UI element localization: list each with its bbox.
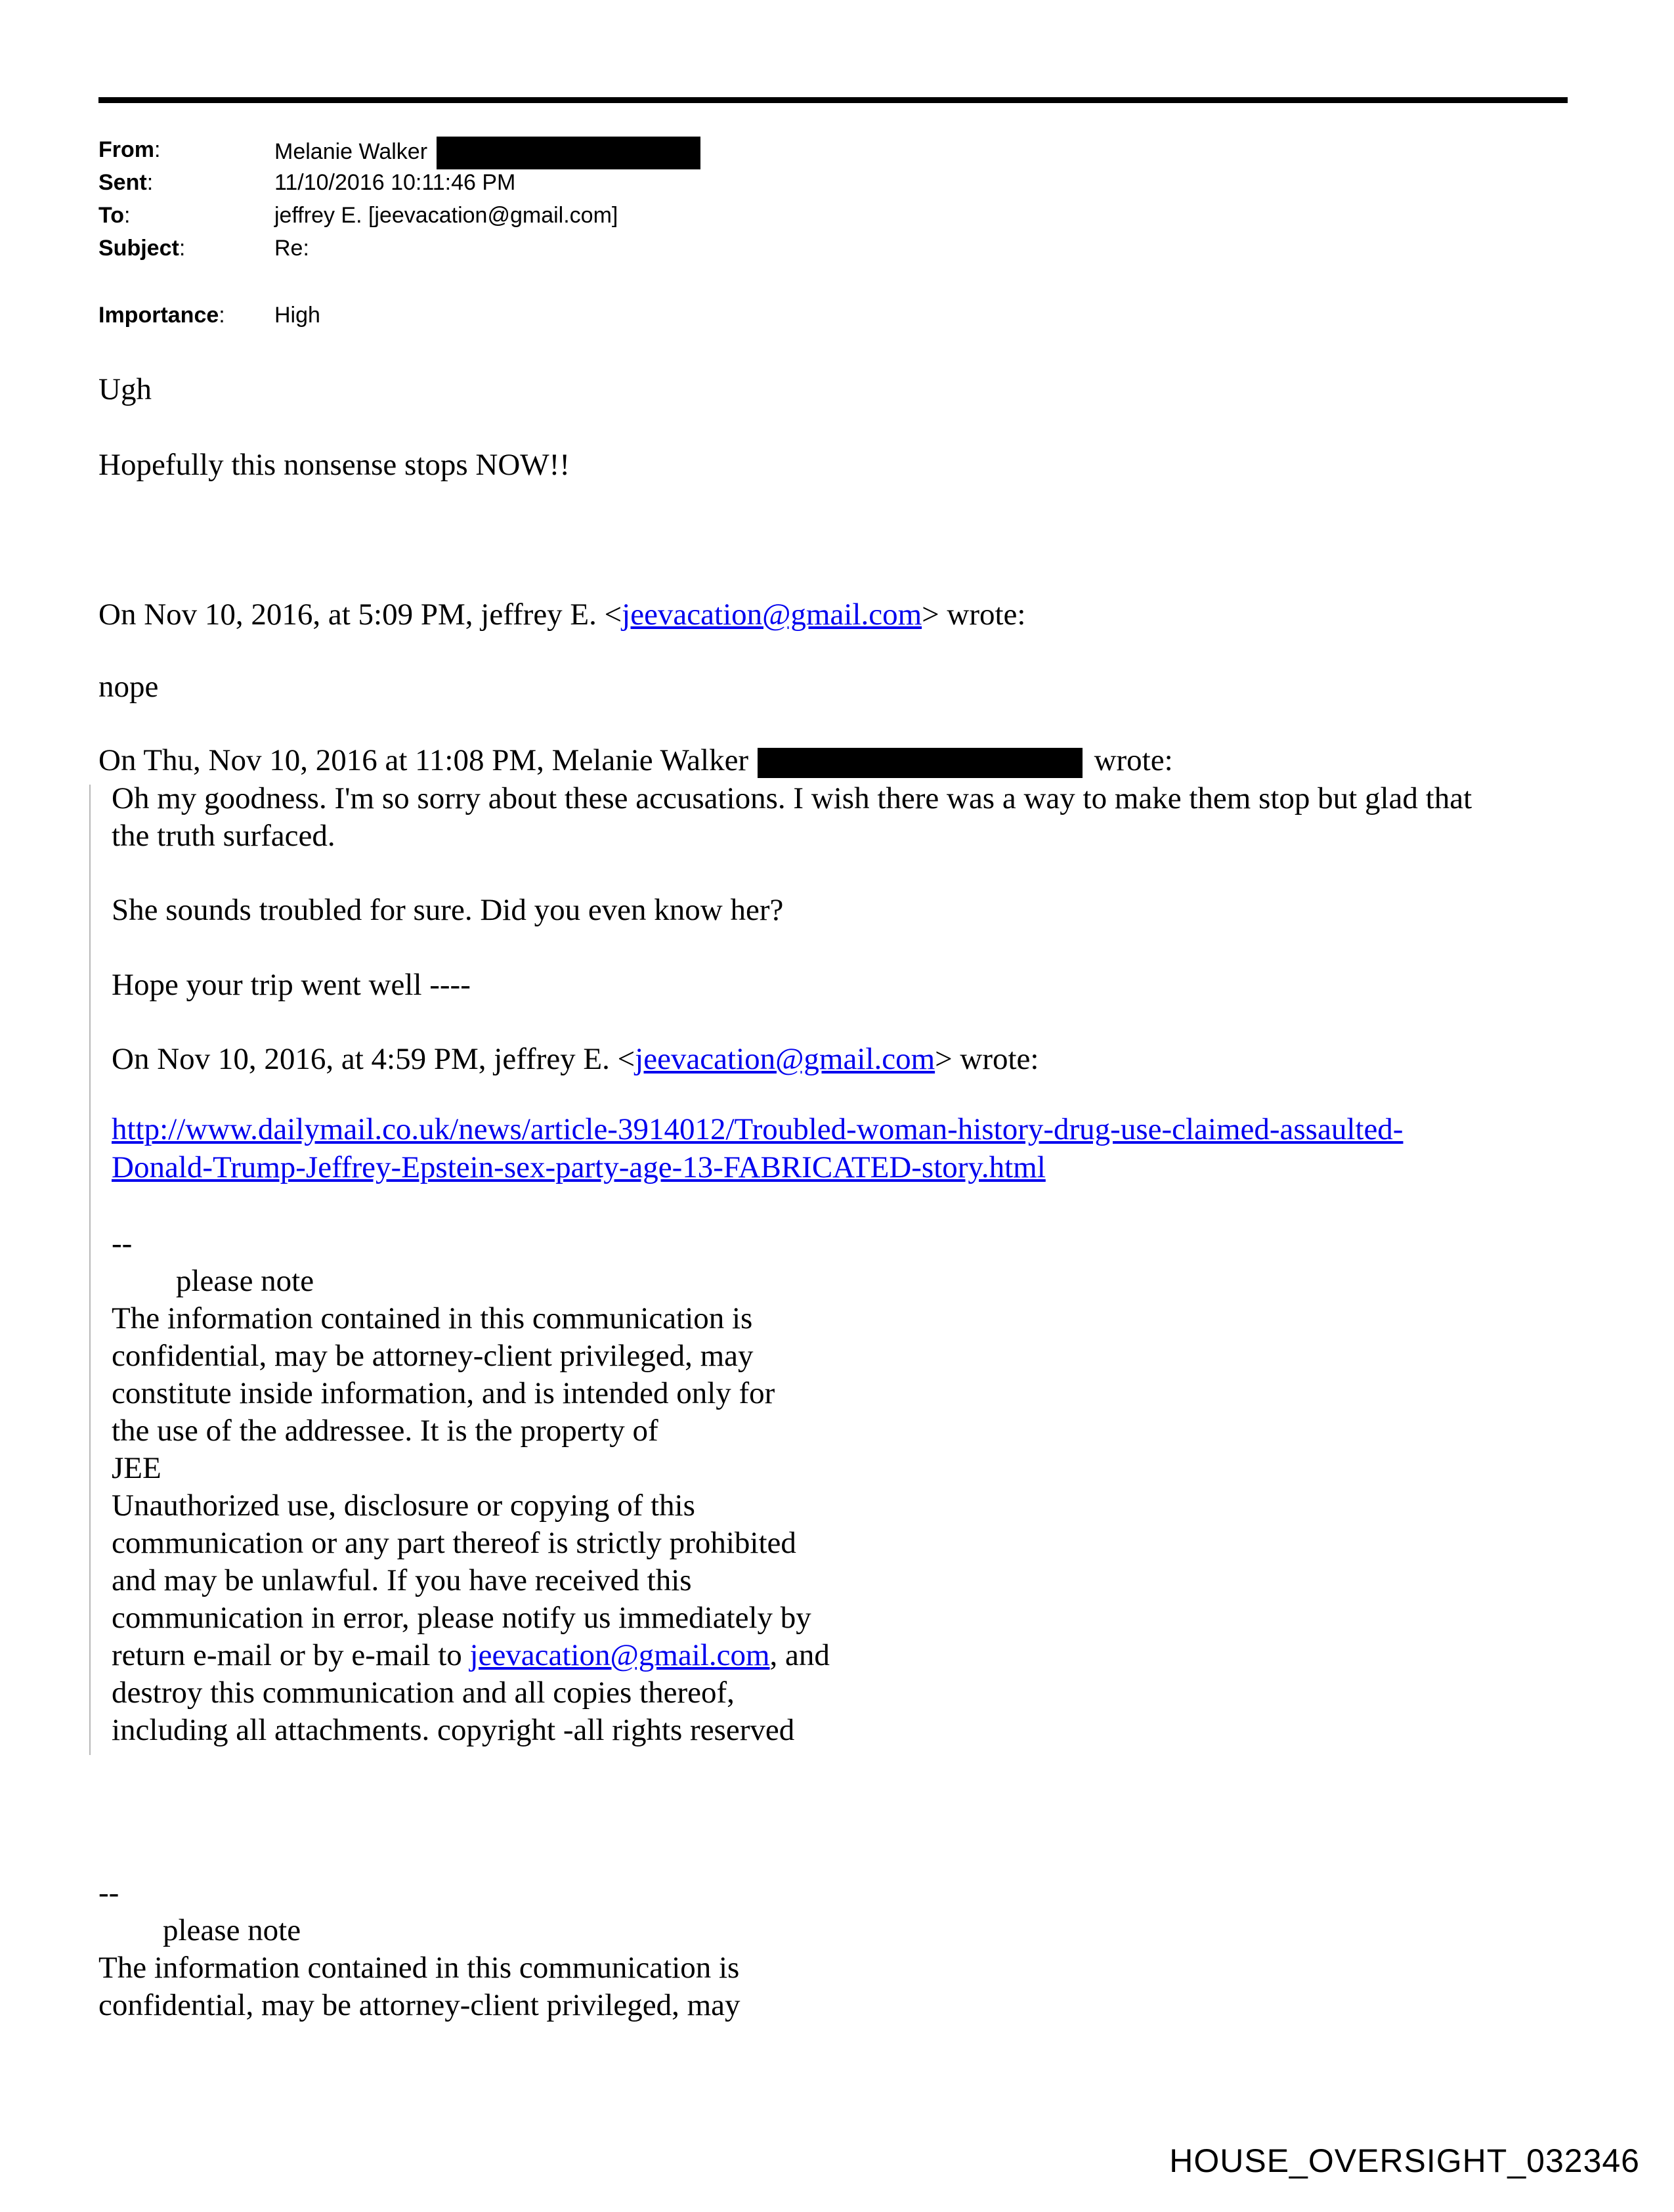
subject-value: Re: [274,236,309,261]
importance-value: High [274,303,320,328]
quoted-sig-return-line: return e-mail or by e-mail to jeevacation@gmail.com, and [112,1638,830,1672]
quoted-p1-line1: Oh my goodness. I'm so sorry about these accusations. I wish there was a way to make them stop but glad that [112,781,1472,815]
quoted-sig-line: including all attachments. copyright -all rights reserved [112,1713,795,1747]
from-label: From [98,137,154,162]
body-line-hopefully: Hopefully this nonsense stops NOW!! [98,448,570,482]
quoted-sig-dash: -- [112,1226,133,1261]
from-value: Melanie Walker [274,139,428,164]
subject-label: Subject [98,236,179,261]
article-link-line1[interactable] [112,1111,1403,1148]
footer-sig-line: confidential, may be attorney-client privileged, may [98,1988,740,2022]
redaction-box [437,137,700,169]
bates-number: HOUSE_OVERSIGHT_032346 [1169,2142,1640,2179]
footer-sig-note: please note [163,1913,301,1947]
quote-bar [89,785,91,1755]
quoted-sig-line: the use of the addressee. It is the property of [112,1414,658,1448]
article-link-line2[interactable] [112,1149,1046,1186]
quoted-sig-line: constitute inside information, and is intended only for [112,1376,775,1410]
redaction-box [758,748,1083,778]
quote1-attribution: On Nov 10, 2016, at 5:09 PM, jeffrey E. <jeevacation@gmail.com> wrote: [98,597,1026,632]
quoted-p1-line2: the truth surfaced. [112,819,335,853]
quoted-p3: Hope your trip went well ---- [112,968,471,1002]
quote2-attribution: On Thu, Nov 10, 2016 at 11:08 PM, Melanie Walker wrote: [98,743,1173,777]
quoted-sig-line: confidential, may be attorney-client privileged, may [112,1339,754,1373]
quoted-sig-line: communication or any part thereof is strictly prohibited [112,1526,796,1560]
article-link-continued[interactable]: Donald-Trump-Jeffrey-Epstein-sex-party-age-13-FABRICATED-story.html [112,1150,1046,1184]
footer-sig-dash: -- [98,1876,119,1910]
importance-label: Importance [98,303,219,328]
footer-sig-line: The information contained in this communication is [98,1951,740,1985]
quoted-p2: She sounds troubled for sure. Did you even know her? [112,893,784,927]
quoted-sig-line: Unauthorized use, disclosure or copying of this [112,1488,695,1523]
to-value: jeffrey E. [jeevacation@gmail.com] [274,203,618,228]
quote3-email-link[interactable]: jeevacation@gmail.com [635,1042,935,1076]
quoted-sig-line: destroy this communication and all copies thereof, [112,1676,735,1710]
body-line-ugh: Ugh [98,372,152,406]
quoted-sig-line: JEE [112,1451,161,1485]
article-link[interactable]: http://www.dailymail.co.uk/news/article-3914012/Troubled-woman-history-drug-use-claimed-assaulted- [112,1112,1404,1146]
quoted-sig-line: communication in error, please notify us immediately by [112,1601,811,1635]
quoted-sig-line: The information contained in this communication is [112,1301,753,1335]
body-line-nope: nope [98,670,159,704]
quote1-email-link[interactable]: jeevacation@gmail.com [622,597,922,632]
sig-email-link[interactable]: jeevacation@gmail.com [469,1638,770,1672]
sent-value: 11/10/2016 10:11:46 PM [274,170,516,195]
quoted-sig-note: please note [176,1264,314,1298]
header-rule [98,97,1568,103]
quote3-attribution: On Nov 10, 2016, at 4:59 PM, jeffrey E. <jeevacation@gmail.com> wrote: [112,1042,1039,1076]
to-label: To [98,203,125,228]
quoted-sig-line: and may be unlawful. If you have received this [112,1563,692,1597]
sent-label: Sent [98,170,147,195]
